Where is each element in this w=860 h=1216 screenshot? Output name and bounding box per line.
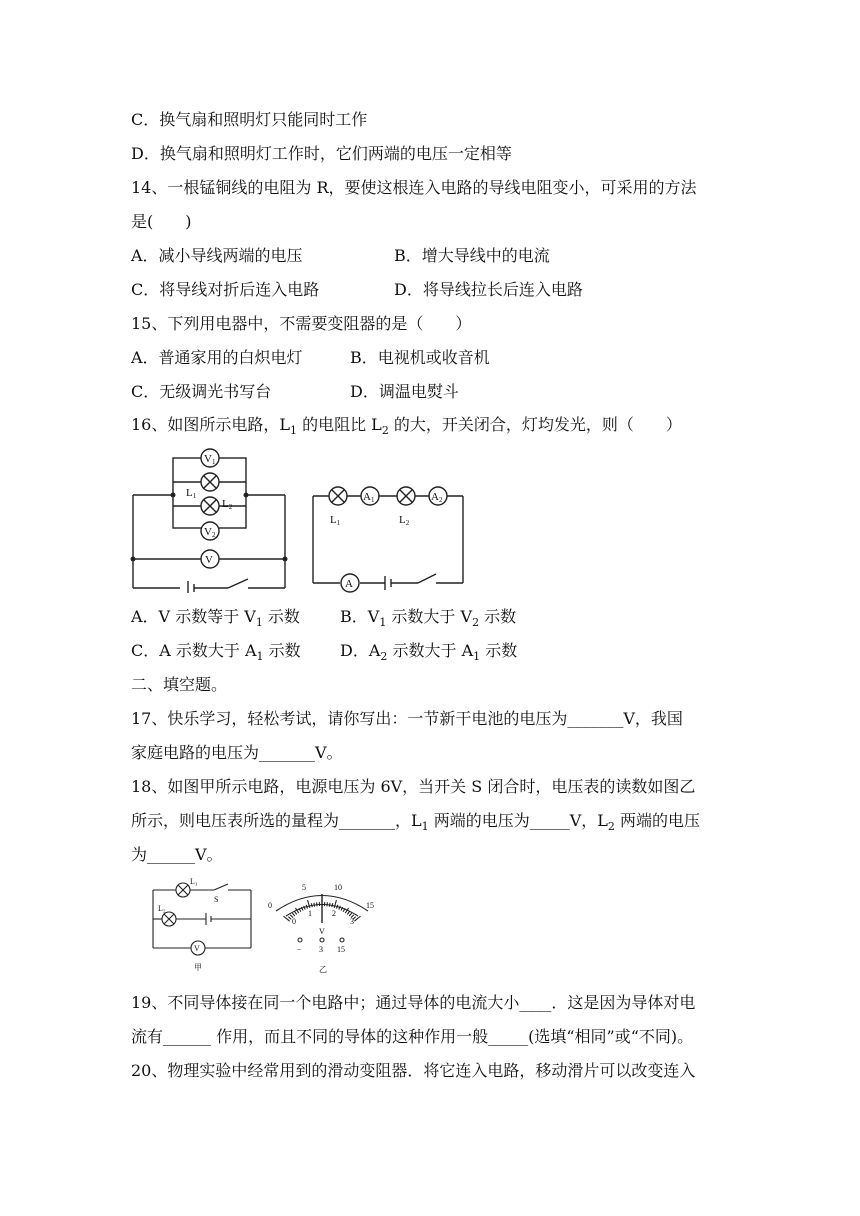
section-2-heading: 二、填空题。 — [131, 675, 228, 694]
q18-line3: 为______V。 — [131, 845, 223, 864]
q18-figure-jia-circuit — [148, 876, 263, 976]
q14-option-a: A．减小导线两端的电压 — [131, 246, 303, 265]
q14-option-d: D．将导线拉长后连入电路 — [394, 280, 583, 299]
voltmeter-tick — [304, 906, 306, 910]
q17-line1: 17、快乐学习，轻松考试，请你写出：一节新干电池的电压为_______V，我国 — [131, 709, 683, 728]
voltmeter-tick — [349, 913, 352, 916]
voltmeter-tick — [306, 905, 307, 909]
fig-yi-bottom-tick-1: 1 — [308, 909, 312, 918]
q14-stem-line2: 是( ) — [131, 212, 192, 231]
voltmeter-tick — [311, 903, 312, 907]
fig-yi-unit: V — [319, 927, 325, 936]
fig-right-l1-label: L1 — [330, 514, 341, 527]
voltmeter-tick — [332, 903, 333, 907]
voltmeter-tick — [288, 917, 291, 920]
fig-yi-top-tick-0: 0 — [268, 901, 272, 910]
fig-jia-l2-label: L₂ — [158, 904, 166, 913]
fig-yi-top-tick-15: 15 — [366, 901, 374, 910]
q14-stem-line1: 14、一根锰铜线的电阻为 R，要使这根连入电路的导线电阻变小，可采用的方法 — [131, 178, 697, 197]
q18-line1: 18、如图甲所示电路，电源电压为 6V，当开关 S 闭合时，电压表的读数如图乙 — [131, 777, 696, 796]
fig-left-v1-label: V1 — [204, 453, 216, 466]
q16-option-c: C．A 示数大于 $A_1$ 示数 — [131, 641, 301, 664]
fig-yi-top-tick-5: 5 — [302, 883, 306, 892]
voltmeter-tick — [314, 903, 315, 907]
voltmeter-tick — [336, 905, 337, 909]
voltmeter-tick — [339, 906, 341, 910]
fig-yi-caption: 乙 — [319, 965, 327, 974]
q14-option-b: B．增大导线中的电流 — [394, 246, 550, 265]
fig-jia-s-label: S — [214, 895, 219, 904]
fig-jia-v-label: V — [194, 944, 200, 953]
voltmeter-tick — [294, 911, 296, 914]
fig-yi-terminal-3: 3 — [319, 945, 323, 954]
fig-yi-terminal-neg: − — [297, 945, 302, 954]
fig-left-v-label: V — [205, 554, 213, 566]
q19-line2: 流有______ 作用，而且不同的导体的这种作用一般_____(选填“相同”或“不同)。 — [131, 1027, 694, 1046]
q15-option-d: D．调温电熨斗 — [350, 382, 459, 401]
fig-yi-terminal-15: 15 — [337, 945, 345, 954]
fig-left-v2-label: V2 — [204, 526, 216, 539]
fig-jia-l1-label: L₁ — [190, 877, 198, 886]
q16-option-b: B．$V_1$ 示数大于 $V_2$ 示数 — [340, 607, 517, 630]
fig-right-a-label: A — [345, 578, 353, 590]
q16-option-d: D．$A_2$ 示数大于 $A_1$ 示数 — [340, 641, 518, 664]
fig-yi-bottom-tick-2: 2 — [332, 909, 336, 918]
q16-figure-right-circuit — [308, 478, 468, 598]
q15-option-a: A．普通家用的白炽电灯 — [131, 348, 303, 367]
voltmeter-tick — [292, 913, 295, 916]
q18-line2: 所示，则电压表所选的量程为_______，$L_1$ 两端的电压为_____V，$L_2$ 两端的电压 — [131, 811, 701, 834]
q15-option-c: C．无级调光书写台 — [131, 382, 272, 401]
fig-yi-top-tick-10: 10 — [334, 883, 342, 892]
fig-left-l1-label: L1 — [186, 487, 197, 500]
voltmeter-tick — [347, 911, 349, 914]
q15-option-b: B．电视机或收音机 — [350, 348, 490, 367]
q17-line2: 家庭电路的电压为_______V。 — [131, 743, 343, 762]
q14-option-c: C．将导线对折后连入电路 — [131, 280, 320, 299]
fig-right-a1-label: A1 — [363, 491, 375, 504]
voltmeter-tick — [329, 903, 330, 907]
q13-option-d: D．换气扇和照明灯工作时，它们两端的电压一定相等 — [131, 144, 512, 163]
q16-option-a: A．V 示数等于 $V_1$ 示数 — [131, 607, 300, 630]
q16-stem: 16、如图所示电路，$L_1$ 的电阻比 $L_2$ 的大，开关闭合，灯均发光，则（ ） — [131, 415, 682, 438]
q20-line1: 20、物理实验中经常用到的滑动变阻器．将它连入电路，移动滑片可以改变连入 — [131, 1061, 696, 1080]
q18-figure-yi-voltmeter — [264, 878, 382, 976]
q19-line1: 19、不同导体接在同一个电路中；通过导体的电流大小____．这是因为导体对电 — [131, 993, 696, 1012]
fig-yi-bottom-tick-3: 3 — [350, 917, 354, 926]
fig-left-l2-label: L2 — [222, 498, 233, 511]
fig-right-a2-label: A2 — [431, 491, 443, 504]
fig-yi-bottom-tick-0: 0 — [292, 917, 296, 926]
fig-right-l2-label: L2 — [399, 514, 410, 527]
q15-stem: 15、下列用电器中，不需要变阻器的是（ ） — [131, 314, 472, 333]
q16-figure-left-circuit — [128, 445, 293, 593]
fig-jia-caption: 甲 — [194, 963, 202, 972]
q13-option-c: C．换气扇和照明灯只能同时工作 — [131, 110, 368, 129]
